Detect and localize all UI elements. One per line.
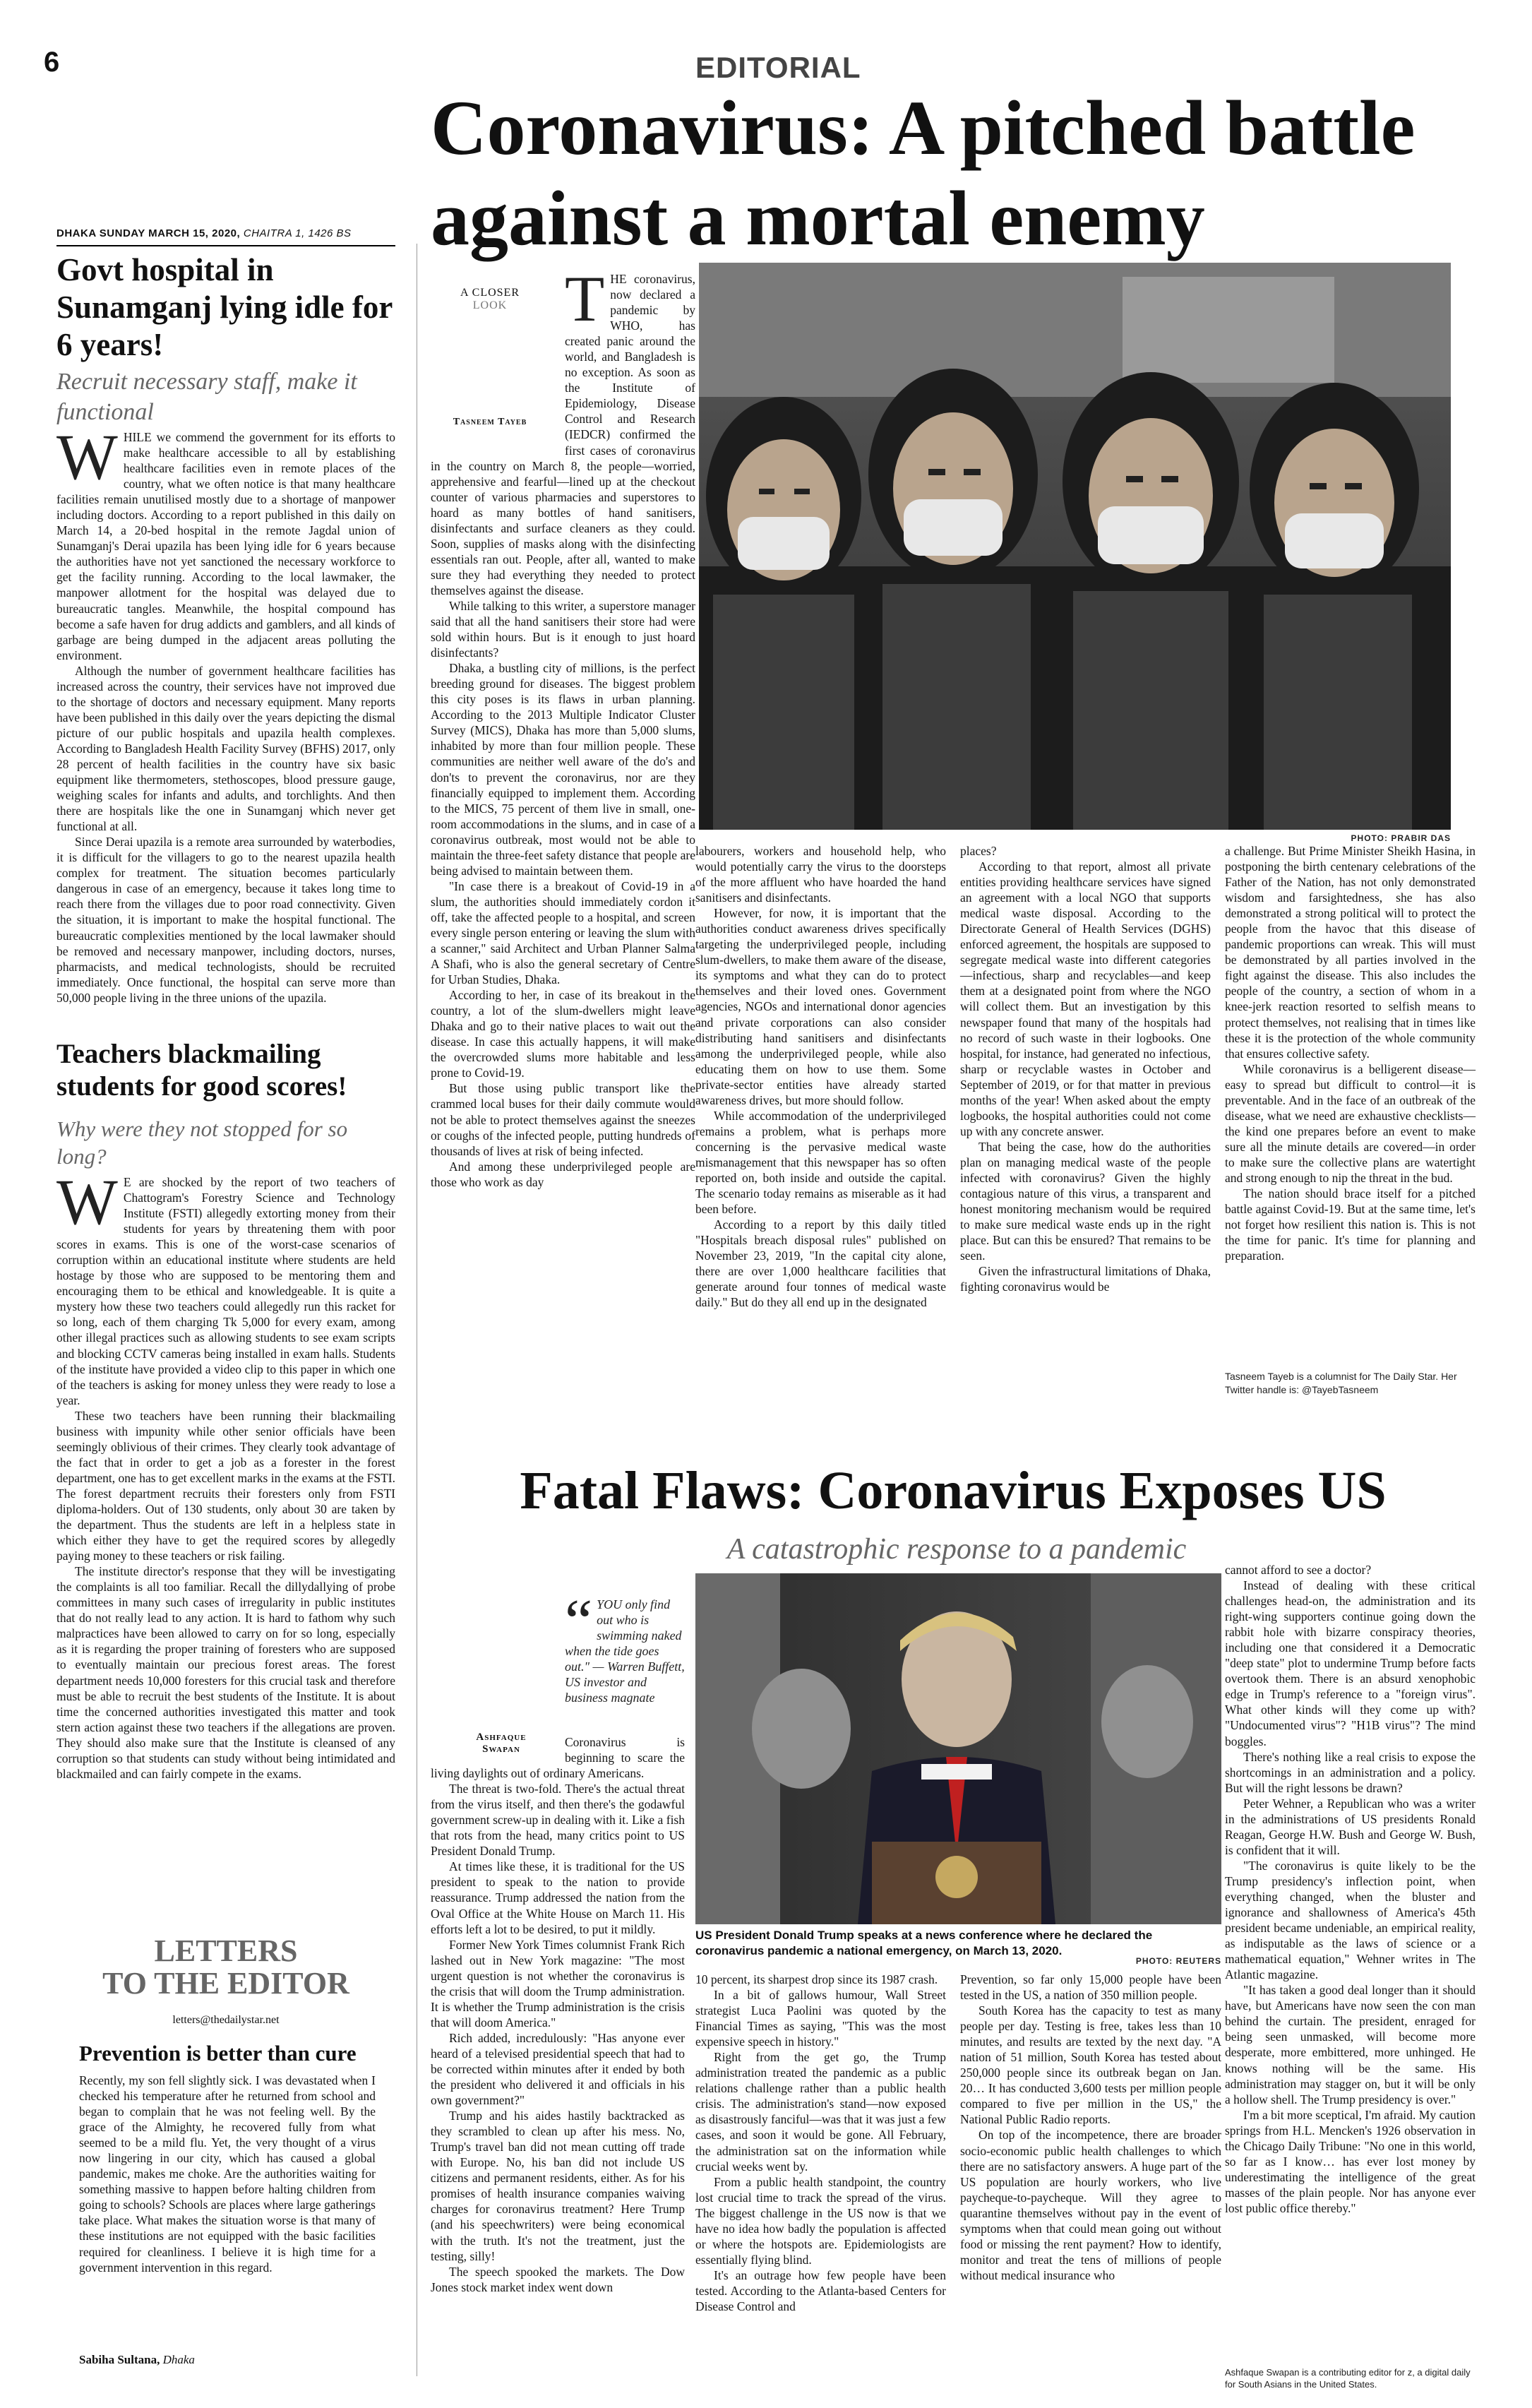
masked-crowd-photo	[699, 263, 1451, 830]
second-column-1: Coronavirus is beginning to scare the living daylights out of ordinary Americans. The threat is two-fold. There's the actual threat from the virus itself, and then there's the godawful government screw-up in dealing with it. Like a fish that rots from the head, many critics point to US President Donald Trump. At times like these, it is traditional for the US president to speak to the nation to provide reassurance. Trump addressed the nation from the Oval Office at the White House on March 11. His efforts left a lot to be desired, to put it mildly. Former New York Times columnist Frank Rich lashed out in New York magazine: "The most urgent question is not whether the coronavirus is the crisis that will doom the Trump administration. It is whether the Trump administration is the crisis that will doom America." Rich added, incredulously: "Has anyone ever heard of a televised presidential speech that had to be corrected within minutes after it ended by both the president who delivered it and officials in his own government?" Trump and his aides hastily backtracked as they scrambled to clean up after his mess. No, Trump's travel ban did not mean cutting off trade with Europe. No, his ban did not include US citizens and permanent residents, either. As for his promises of health insurance companies waiving charges for coronavirus treatment? Here Trump (and his speechwriters) were being economical with the truth. It's not the treatment, just the testing, silly! The speech spooked the markets. The Dow Jones stock market index went down	[431, 1735, 685, 2294]
second-column-3: Prevention, so far only 15,000 people have been tested in the US, a nation of 350 million people. South Korea has the capacity to test as many people per day. Testing is free, takes less than 10 minutes, and results are texted by the next day. "A nation of 51 million, South Korea has tested about 250,000 people since its outbreak began on Jan. 20… It has conducted 3,600 tests per million people compared to five per million in the US," the National Public Radio reports. On top of the incompetence, there are broader socio-economic public health challenges to which there are no satisfactory answers. A huge part of the US population are hourly workers, who live paycheque-to-paycheque. Will they agree to quarantine themselves without pay in the event of symptoms when that could mean going out without food or missing the rent payment? How to identify, monitor and treat the tens of millions of people without medical insurance who	[960, 1972, 1221, 2282]
editorial-1-deck: Recruit necessary staff, make it functional	[56, 369, 357, 425]
section-label: EDITORIAL	[695, 51, 861, 84]
editorial-2-deck: Why were they not stopped for so long?	[56, 1116, 348, 1169]
photo-credit: PHOTO: PRABIR DAS	[1351, 833, 1451, 843]
dropcap: W	[56, 1166, 118, 1238]
main-column-2: labourers, workers and household help, who would potentially carry the virus to the doorsteps of the more affluent who have hoarded the hand sanitisers and disinfectants. However, for now, it is important that the authorities conduct awareness drives specifically targeting the underprivileged people, including slum-dwellers, to make them aware of the disease, its symptoms and what they can do to protect themselves and their loved ones. Government agencies, NGOs and international donor agencies and private corporations can also consider distributing hand sanitisers and disinfectants among the underprivileged people, while also educating them on how to use them. Some private-sector entities have already started awareness drives, but more should follow. While accommodation of the underprivileged remains a problem, what is perhaps more concerning is the pervasive medical waste mismanagement that this newspaper has so often reported on, both inside and outside the capital. The scenario today remains as miserable as it had been before. According to a report by this daily titled "Hospitals breach disposal rules" published on November 23, 2019, "In the capital city alone, there are over 1,000 healthcare facilities that generate around four tonnes of medical waste daily." But do they all end up in the designated	[695, 844, 946, 1310]
second-column-2: 10 percent, its sharpest drop since its 1987 crash. In a bit of gallows humour, Wall Street strategist Luca Paolini was quoted by the Financial Times as saying, "This was the most expensive speech in history." Right from the get go, the Trump administration treated the pandemic as a public relations challenge rather than a public health crisis. The administration's stand—now exposed as disastrously fanciful—was that it was just a few cases, and soon it would be gone. All February, the administration sat on the information while crucial weeks went by. From a public health standpoint, the country lost crucial time to track the spread of the virus. The biggest challenge in the US now is that we have no idea how badly the population is affected or where the hotspots are. Epidemiologists are essentially flying blind. It's an outrage how few people have been tested. According to the Atlanta-based Centers for Disease Control and	[695, 1972, 946, 2313]
photo-credit-2: PHOTO: REUTERS	[1135, 1956, 1221, 1966]
byline-spacer	[431, 1734, 565, 1763]
main-column-4: a challenge. But Prime Minister Sheikh Hasina, in postponing the birth centenary celebrations of the Father of the Nation, has not only demonstrated wisdom and farsightedness, she has also demonstrated a strong political will to protect the people from the havoc that this disease of pandemic proportions can wreak. This will must be demonstrated by all parties involved in the fight against the disease. This also includes the people of the country, a section of whom in a knee-jerk reaction resorted to selfish means to protect themselves, not realising that in times like these it is the protection of the whole community that ensures collective safety. While coronavirus is a belligerent disease—easy to spread but difficult to control—it is preventable. And in the face of an outbreak of the disease, what we need are exhaustive checklists—the kind one prepares before an event to make sure all the minute details are covered—in order to make sure the collective plans are watertight and strong enough to nip the threat in the bud. The nation should brace itself for a pitched battle against Covid-19. But at the same time, let's not forget how resilient this nation is. This is not the time for panic. It's time for planning and preparation.	[1225, 844, 1476, 1263]
byline: Tasneem Tayeb	[453, 417, 527, 427]
second-deck: A catastrophic response to a pandemic	[726, 1533, 1187, 1566]
trump-press-photo	[695, 1573, 1221, 1924]
dropcap: W	[56, 421, 118, 493]
page-number: 6	[44, 47, 60, 78]
second-headline: Fatal Flaws: Coronavirus Exposes US	[520, 1461, 1387, 1520]
author-note-2: Ashfaque Swapan is a contributing editor for z, a digital daily for South Asians in the United States.	[1225, 2367, 1471, 2390]
editorial-2-headline: Teachers blackmailing students for good scores!	[56, 1039, 347, 1102]
letter-headline: Prevention is better than cure	[79, 2041, 357, 2066]
letter-signoff: Sabiha Sultana, Dhaka	[79, 2353, 195, 2366]
byline-spacer	[431, 271, 565, 455]
letters-email[interactable]: letters@thedailystar.net	[172, 2014, 280, 2026]
dropcap: T	[565, 263, 605, 335]
second-column-4: cannot afford to see a doctor? Instead of dealing with these critical challenges head-on, the administration and its right-wing supporters continue going down the rabbit hole with bizarre conspiracy theories, including one that considered it a Democratic "deep state" plot to undermine Trump before facts overtook them. There is an absurd xenophobic edge in Trump's reference to a "foreign virus". What other kinds will they come up with? "Undocumented virus"? "H1B virus"? The mind boggles. There's nothing like a real crisis to expose the shortcomings in an administration and a policy. But will the right lessons be drawn? Peter Wehner, a Republican who was a writer in the administrations of US presidents Ronald Reagan, George H.W. Bush and George W. Bush, is confident that it will. "The coronavirus is quite likely to be the Trump presidency's inflection point, when everything changed, when the bluster and ignorance and shallowness of America's 45th president became undeniable, an empirical reality, as indisputable as the laws of science or a mathematical equation," Wehner writes in The Atlantic magazine. "It has taken a good deal longer than it should have, but Americans have now seen the con man behind the curtain. The president, enraged for being seen unmasked, will become more desperate, more embittered, more unhinged. He knows nothing will be the same. His administration may stagger on, but it will be only a hollow shell. The Trump presidency is over." I'm a bit more sceptical, I'm afraid. My caution springs from H.L. Mencken's 1926 observation in the Chicago Daily Tribune: "No one in this world, so far as I know… has ever lost money by underestimating the intelligence of the great masses of the plain people. Nor has anyone ever lost public office thereby."	[1225, 1563, 1476, 2215]
author-note: Tasneem Tayeb is a columnist for The Daily Star. Her Twitter handle is: @TayebTasneem	[1225, 1371, 1457, 1395]
photo-caption: US President Donald Trump speaks at a news conference where he declared the coronavirus pandemic a national emergency, on March 13, 2020.	[695, 1929, 1153, 1957]
main-column-1: THE coronavirus, now declared a pandemic by WHO, has created panic around the world, and Bangladesh is no exception. As soon as the Institute of Epidemiology, Disease Control and Research (IEDCR) confirmed the first cases of coronavirus in the country on March 8, the people—worried, apprehensive and fearful—lined up at the checkout counter of various pharmacies and superstores to hoard as many bottles of hand sanitisers, disinfectants and surface cleaners as they could. Soon, supplies of masks along with the disinfecting essentials ran out. People, after all, wanted to make sure they had everything they needed to protect themselves against the disease. While talking to this writer, a superstore manager said that all the hand sanitisers their store had were sold within hours. But is it enough to just hoard disinfectants? Dhaka, a bustling city of millions, is the perfect breeding ground for diseases. The biggest problem this city poses is its flaws in urban planning. According to the 2013 Multiple Indicator Cluster Survey (MICS), Dhaka has more than 5,000 slums, inhabited by more than four million people. These communities are neither well aware of the do's and don'ts to prevent the coronavirus, nor are they financially equipped to implement them. According to the MICS, 75 percent of them live in small, one-room accommodations in the slums, and in case of a coronavirus outbreak, most would not be able to maintain the three-feet safety distance that people are being advised to maintain between them. "In case there is a breakout of Covid-19 in a slum, the authorities should immediately cordon it off, take the affected people to a hospital, and screen every single person entering or leaving the slum with a scanner," said Architect and Urban Planner Salma A Shafi, who is also the general secretary of Centre for Urban Studies, Dhaka. According to her, in case of its breakout in the country, a lot of the slum-dwellers might leave Dhaka and go to their native places to wait out the disease. In case this actually happens, it will make the overcrowded slums more habitable and less prone to Covid-19. But those using public transport like the crammed local buses for their daily commute would not be able to protect themselves against the sneezes or coughs of the infected people, putting hundreds of thousands of lives at risk of being infected. And among these underprivileged people are those who work as day	[431, 263, 695, 1189]
letter-body: Recently, my son fell slightly sick. I was devastated when I checked his temperature after he returned from school and began to complain that he was not feeling well. By the grace of the Almighty, he recovered fully from what seemed to be a mild flu. Yet, the very thought of a virus now lingering in our city, which has caused a global pandemic, makes me choke. Are the authorities waiting for something massive to happen before halting children from going to schools? Schools are places where large gatherings take place. What makes the situation worse is that many of these institutions are not equipped with the basic facilities required for cleanliness. I believe it is high time for a government intervention in this regard.	[79, 2073, 376, 2275]
letters-title: LETTERS TO THE EDITOR	[102, 1933, 349, 2001]
editorial-1-body: WHILE we commend the government for its efforts to make healthcare accessible to all by establishing healthcare facilities even in remote places of the country, what we often notice is that many healthcare facilities remain unutilised mostly due to a shortage of manpower including doctors. According to a report published in this daily on March 14, a 20-bed hospital in the remote Jagdal union of Sunamganj's Derai upazila has been lying idle for 6 years because the authorities have not yet sanctioned the necessary workforce to get the facility running. According to the local lawmaker, the manpower allotment for the hospital was delayed due to bureaucratic tangles. Meanwhile, the hospital compound has become a safe haven for drug addicts and gamblers, and all kinds of garbage are being dumped in the adjacent areas polluting the environment. Although the number of government healthcare facilities has increased across the country, their services have not improved due to the shortage of doctors and necessary equipment. Many reports have been published in this daily over the years depicting the dismal picture of our public hospitals and upazila health complexes. According to Bangladesh Health Facility Survey (BFHS) 2017, only 28 percent of health facilities in the country have six basic equipment like thermometers, stethoscopes, blood pressure gauge, weighing scales for infants and adults, and torchlights. And then there are hospitals like the one in Sunamganj which never get functional at all. Since Derai upazila is a remote area surrounded by waterbodies, it is difficult for the villagers to go to the nearest upazila health complex for treatment. The situation becomes particularly dangerous in case of an emergency, because it takes long time to reach there from the villages due to poor road connectivity. Given the situation, it is important to make the hospital functional. The bureaucratic complexities mentioned by the local lawmaker should be removed and necessary manpower, including doctors, nurses, pharmacists, and medical technologists, should be recruited immediately. Once functional, the hospital can serve more than 50,000 people living in the three unions of the upazila.	[56, 421, 395, 1005]
byline-2: Ashfaque Swapan	[476, 1732, 527, 1755]
editorial-1-headline: Govt hospital in Sunamganj lying idle for 6 years!	[56, 252, 393, 363]
main-headline: Coronavirus: A pitched battle against a mortal enemy	[431, 85, 1416, 261]
left-rule	[56, 245, 395, 246]
main-column-3: places? According to that report, almost all private entities providing healthcare services have signed an agreement with a local NGO that supports medical waste disposal. According to the Directorate General of Health Services (DGHS) enforced agreement, the hospitals are supposed to segregate medical waste into different categories—infectious, sharp and recyclables—and keep them at a designated point from where the NGO will collect them. But an investigation by this newspaper found that many of the hospitals had no record of such waste in their logbooks. One hospital, for instance, had generated no infectious, sharp or recyclable wastes in October and September of 2019, or for that matter in previous months of the year! When asked about the empty logbooks, the hospital authorities could not come up with any concrete answer. That being the case, how do the authorities plan on managing medical waste of the people infected with coronavirus? Given the highly contagious nature of this virus, a transparent and honest monitoring mechanism would be required to make sure medical waste ends up in the right place. But can this be ensured? That remains to be seen. Given the infrastructural limitations of Dhaka, fighting coronavirus would be	[960, 844, 1211, 1294]
dateline: DHAKA SUNDAY MARCH 15, 2020, CHAITRA 1, 1426 BS	[56, 227, 352, 239]
editorial-2-body: W E are shocked by the report of two teachers of Chattogram's Forestry Science and Technology Institute (FSTI) allegedly extorting money from their students for years by threatening them with poor scores in exams. This is one of the worst-case scenarios of corruption within an educational institute where students are held hostage by those who are supposed to be mentoring them and encouraging them to be ethical and knowledgeable. It is quite a mystery how these two teachers could allegedly run this racket for so long, each of them charging Tk 5,000 for every exam, among other illegal practices such as allowing students to see exam scripts and blocking CCTV cameras being installed in exam halls. Students of the institute have provided a video clip to this paper in which one of the teachers is asking for money unless they were ready to lose a year. These two teachers have been running their blackmailing business with impunity while other senior officials have been seemingly oblivious of their crimes. They clearly took advantage of the fact that in order to get a job as a forester in the forest department, one has to get excellent marks in the exams at the FSTI. The forest department recruits their foresters only from FSTI diploma-holders. Out of 130 students, only about 30 are taken by the department. Thus the students are left in a helpless state in which either they have to get the required scores by allegedly paying money to these teachers or risk failing. The institute director's response that they will be investigating the complaints is all too familiar. Recall the dillydallying of probe committees in many such cases of irregularity in public institutes that do not really lead to any action. It is hard to fathom why such malpractices have been allowed to carry on for so long, especially as it is regarding the proper training of foresters who are supposed to eventually maintain our precious forest areas. The forest department needs 10,000 foresters for this crucial task and therefore must be able to recruit the best students of the Institute. It is about time the concerned authorities investigated this matter and took stern action against these two teachers if the allegations are proven. They should also make sure that the Institute is cleansed of any corruption so that students can study without being intimidated and blackmailed and can fairly compete in the exams.	[56, 1166, 395, 1781]
pull-quote: “ YOU only find out who is swimming naked when the tide goes out." — Warren Buffett, US investor and business magnate	[565, 1587, 685, 1705]
kicker: A CLOSER LOOK	[460, 287, 520, 311]
